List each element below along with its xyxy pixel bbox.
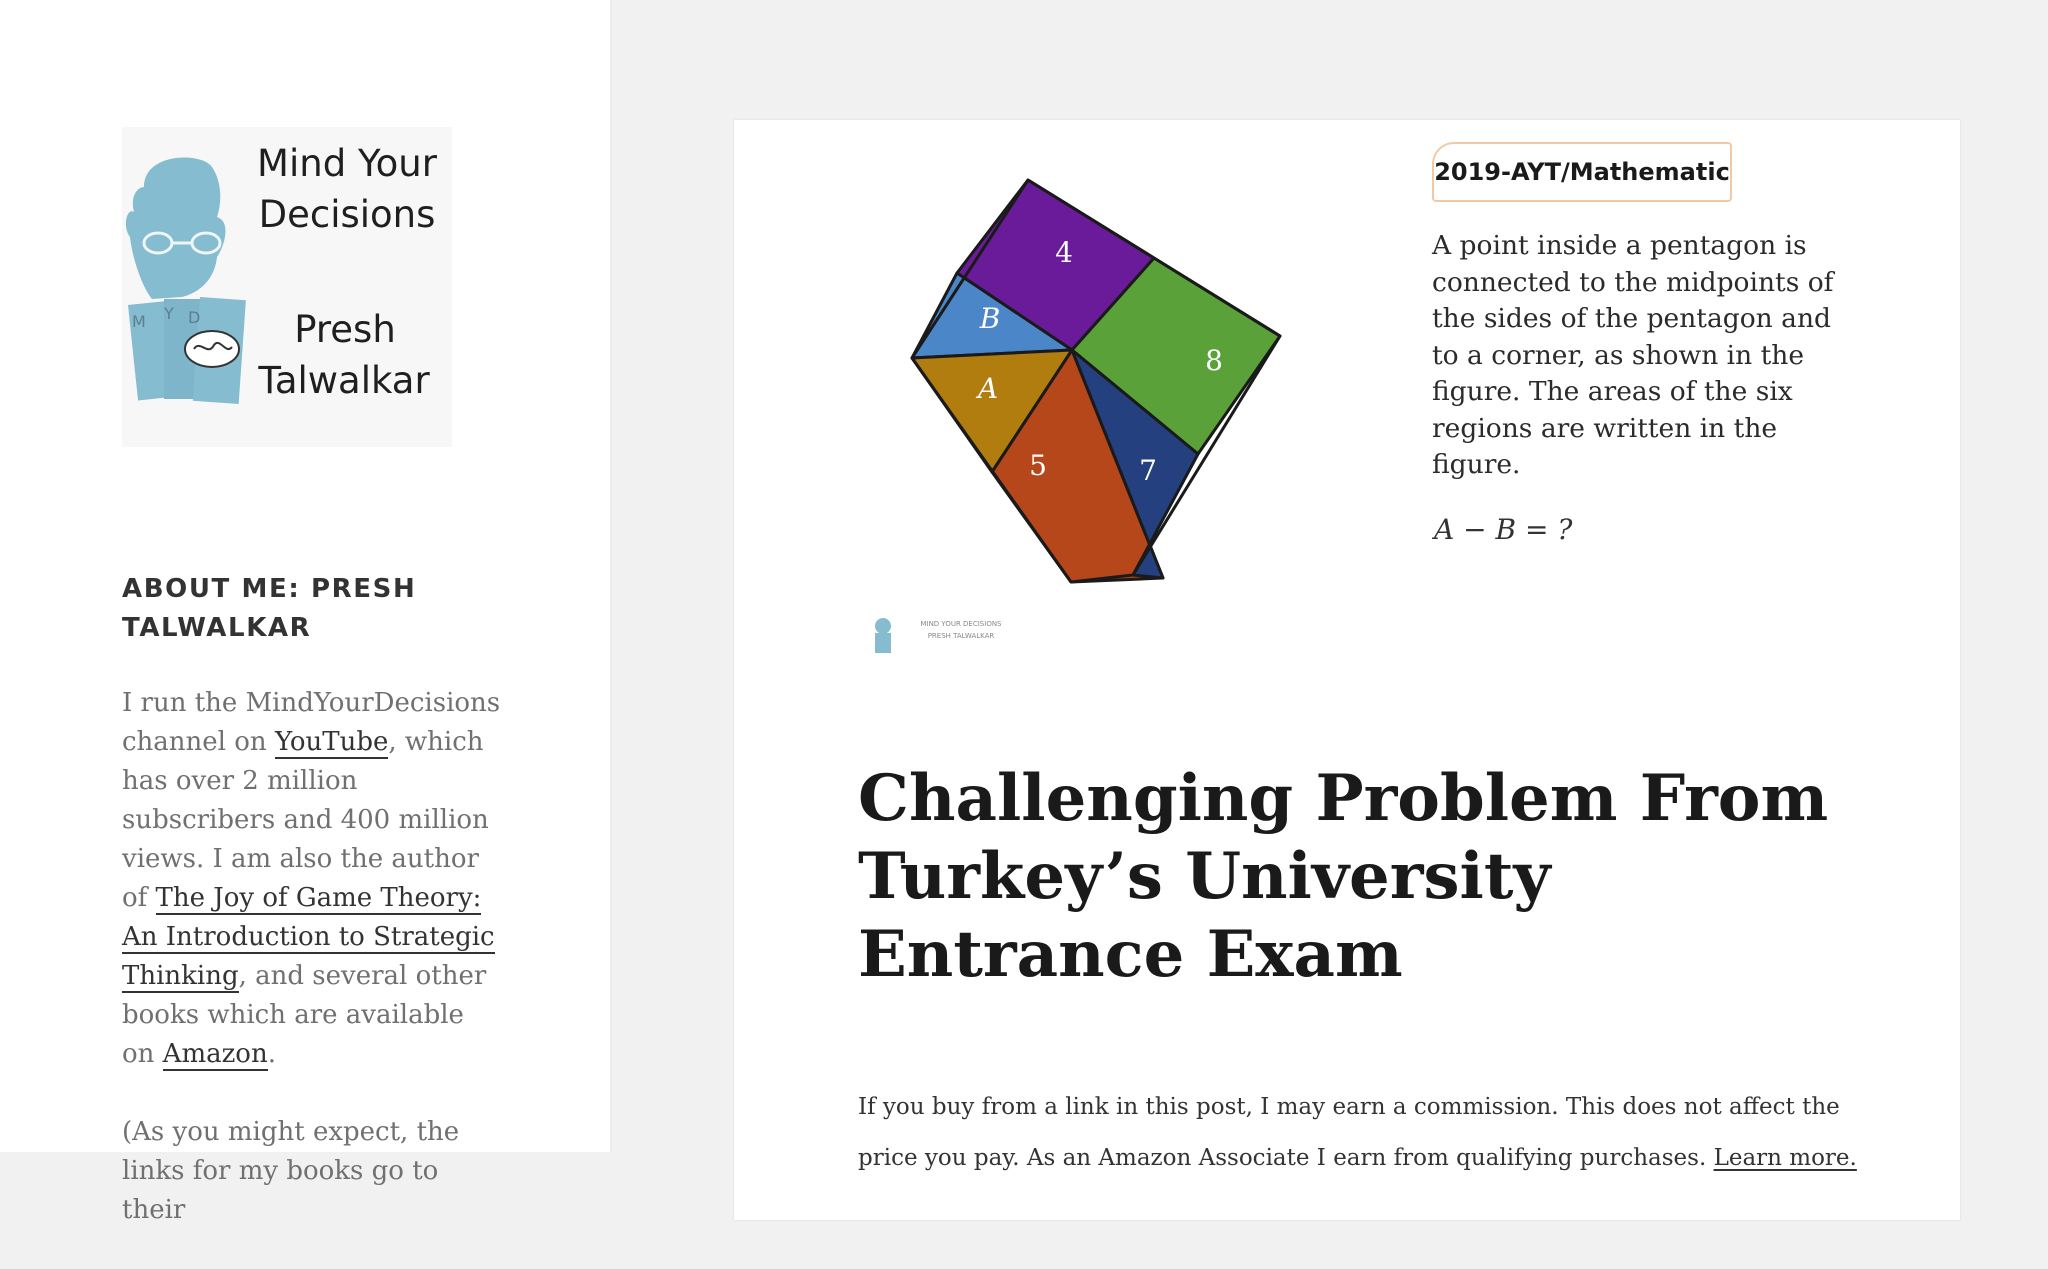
watermark-line1: MIND YOUR DECISIONS: [920, 620, 1002, 628]
affiliate-disclosure: [858, 1082, 1858, 1184]
logo-text-line2: Decisions: [258, 193, 436, 236]
region-label-5: 5: [1029, 449, 1047, 482]
sidebar: [0, 0, 612, 1225]
disclosure-text: If you buy from a link in this post, I may earn a commission. This does not affect the price you pay. As an Amazon Associate I earn from qualifying purchases.: [858, 1094, 1840, 1171]
post-title[interactable]: Challenging Problem From Turkey’s University Entrance Exam: [858, 761, 1829, 992]
watermark-head-icon: [872, 617, 894, 653]
youtube-link[interactable]: YouTube: [274, 727, 389, 757]
learn-more-link[interactable]: Learn more.: [1713, 1145, 1857, 1171]
exam-badge: 2019-AYT/Mathematic: [1432, 142, 1732, 202]
about-paragraph-1: [122, 684, 502, 1074]
region-label-b: B: [979, 302, 1001, 335]
logo-text-line4: Talwalkar: [258, 359, 430, 402]
widget-title: ABOUT ME: PRESH TALWALKAR: [122, 574, 417, 643]
svg-text:D: D: [188, 308, 201, 327]
book-link[interactable]: The Joy of Game Theory: An Introduction to Strategic Thinking: [122, 883, 495, 991]
about-text-1: I run the MindYourDecisions channel on: [122, 688, 501, 757]
site-logo[interactable]: [122, 127, 452, 447]
svg-text:Y: Y: [164, 304, 174, 323]
about-paragraph-2: (As you might expect, the links for my books go to their: [122, 1117, 460, 1225]
amazon-link[interactable]: Amazon: [162, 1039, 268, 1069]
region-label-a: A: [977, 372, 999, 405]
featured-image: [734, 120, 1960, 680]
about-text-2: , which has over 2 million subscribers and 400 million views. I am also the author of: [122, 727, 489, 913]
logo-text-line1: Mind Your: [257, 142, 437, 185]
article: [734, 120, 1960, 1220]
problem-statement: A point inside a pentagon is connected to the midpoints of the sides of the pentagon and to a corner, as shown in the figure. The areas of the six regions are written in the figure.: [1432, 230, 1834, 480]
about-text-3: , and several other books which are available on: [122, 961, 487, 1069]
region-label-7: 7: [1139, 454, 1157, 487]
svg-text:M: M: [132, 312, 146, 331]
about-text-4: .: [267, 1039, 276, 1069]
watermark-line2: PRESH TALWALKAR: [927, 632, 995, 640]
watermark: [896, 618, 1026, 642]
logo-text-line3: Presh: [294, 308, 396, 351]
problem-question: A − B = ?: [1434, 513, 1573, 546]
about-text: [122, 684, 502, 1269]
region-label-4: 4: [1055, 236, 1073, 269]
region-label-8: 8: [1205, 344, 1223, 377]
